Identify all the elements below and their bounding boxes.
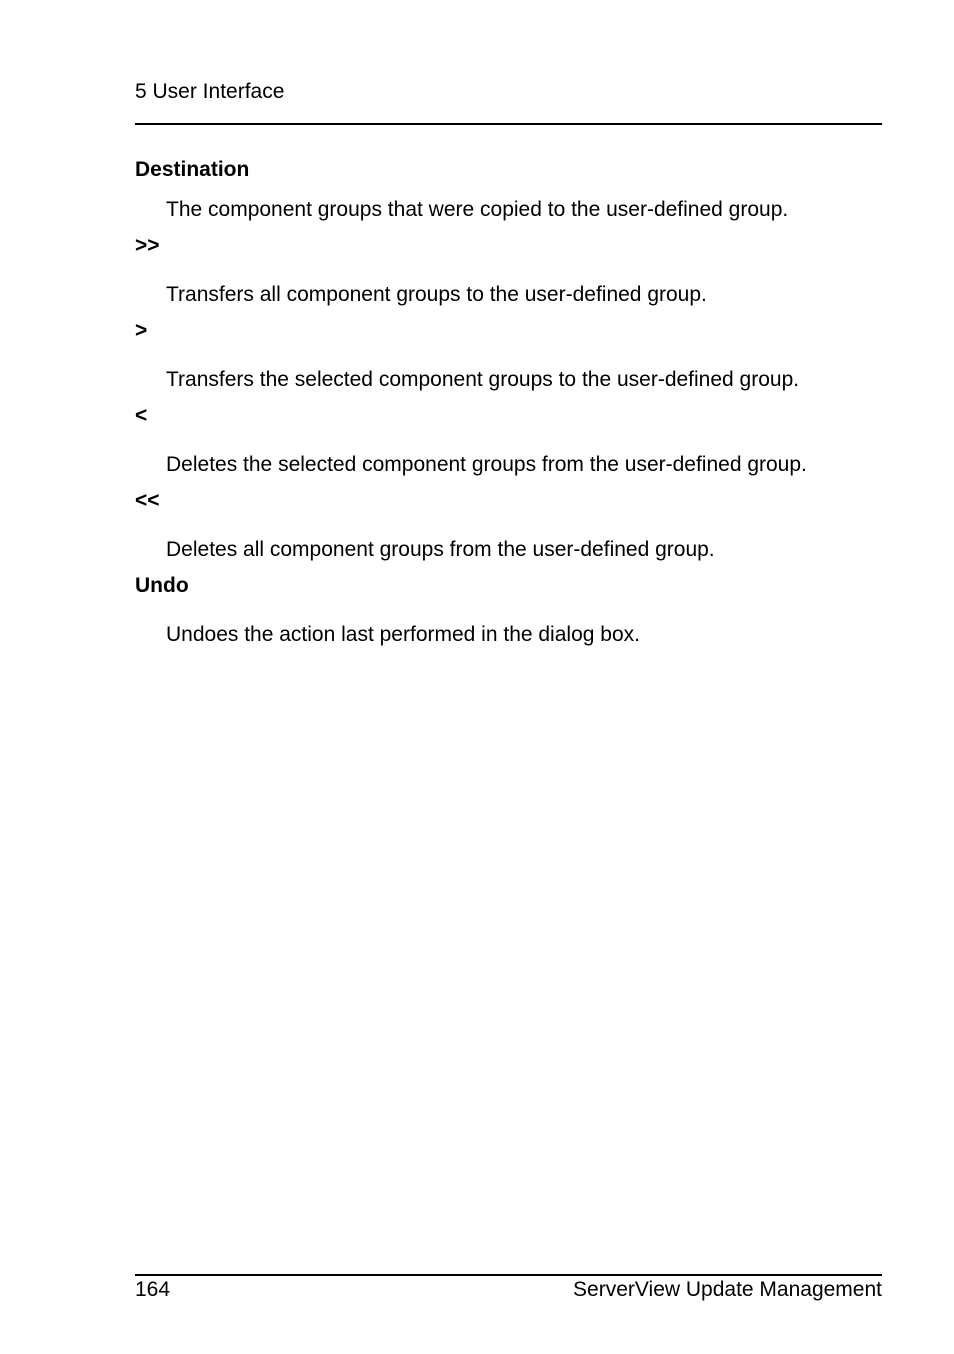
term-destination: Destination [135, 158, 250, 181]
description-transfer-selected: Transfers the selected component groups to the user-defined group. [166, 368, 800, 391]
term-undo: Undo [135, 574, 189, 597]
entry-transfer-selected [135, 317, 882, 394]
entry-destination [135, 156, 882, 224]
definition-list [135, 156, 882, 649]
term-delete-selected: < [135, 404, 148, 427]
term-delete-all: << [135, 489, 160, 512]
description-destination: The component groups that were copied to the user-defined group. [166, 198, 789, 221]
page-number: 164 [135, 1278, 171, 1301]
product-name: ServerView Update Management [573, 1278, 882, 1301]
description-delete-all: Deletes all component groups from the user-defined group. [166, 538, 715, 561]
description-delete-selected: Deletes the selected component groups from the user-defined group. [166, 453, 807, 476]
term-transfer-selected: > [135, 319, 148, 342]
page-header [135, 78, 882, 106]
chapter-title: 5 User Interface [135, 80, 285, 103]
description-undo: Undoes the action last performed in the dialog box. [166, 623, 640, 646]
header-rule [135, 123, 882, 125]
page-footer [135, 1276, 882, 1304]
entry-delete-all [135, 487, 882, 564]
entry-delete-selected [135, 402, 882, 479]
description-transfer-all: Transfers all component groups to the user-defined group. [166, 283, 707, 306]
entry-undo [135, 572, 882, 649]
entry-transfer-all [135, 232, 882, 309]
term-transfer-all: >> [135, 234, 160, 257]
